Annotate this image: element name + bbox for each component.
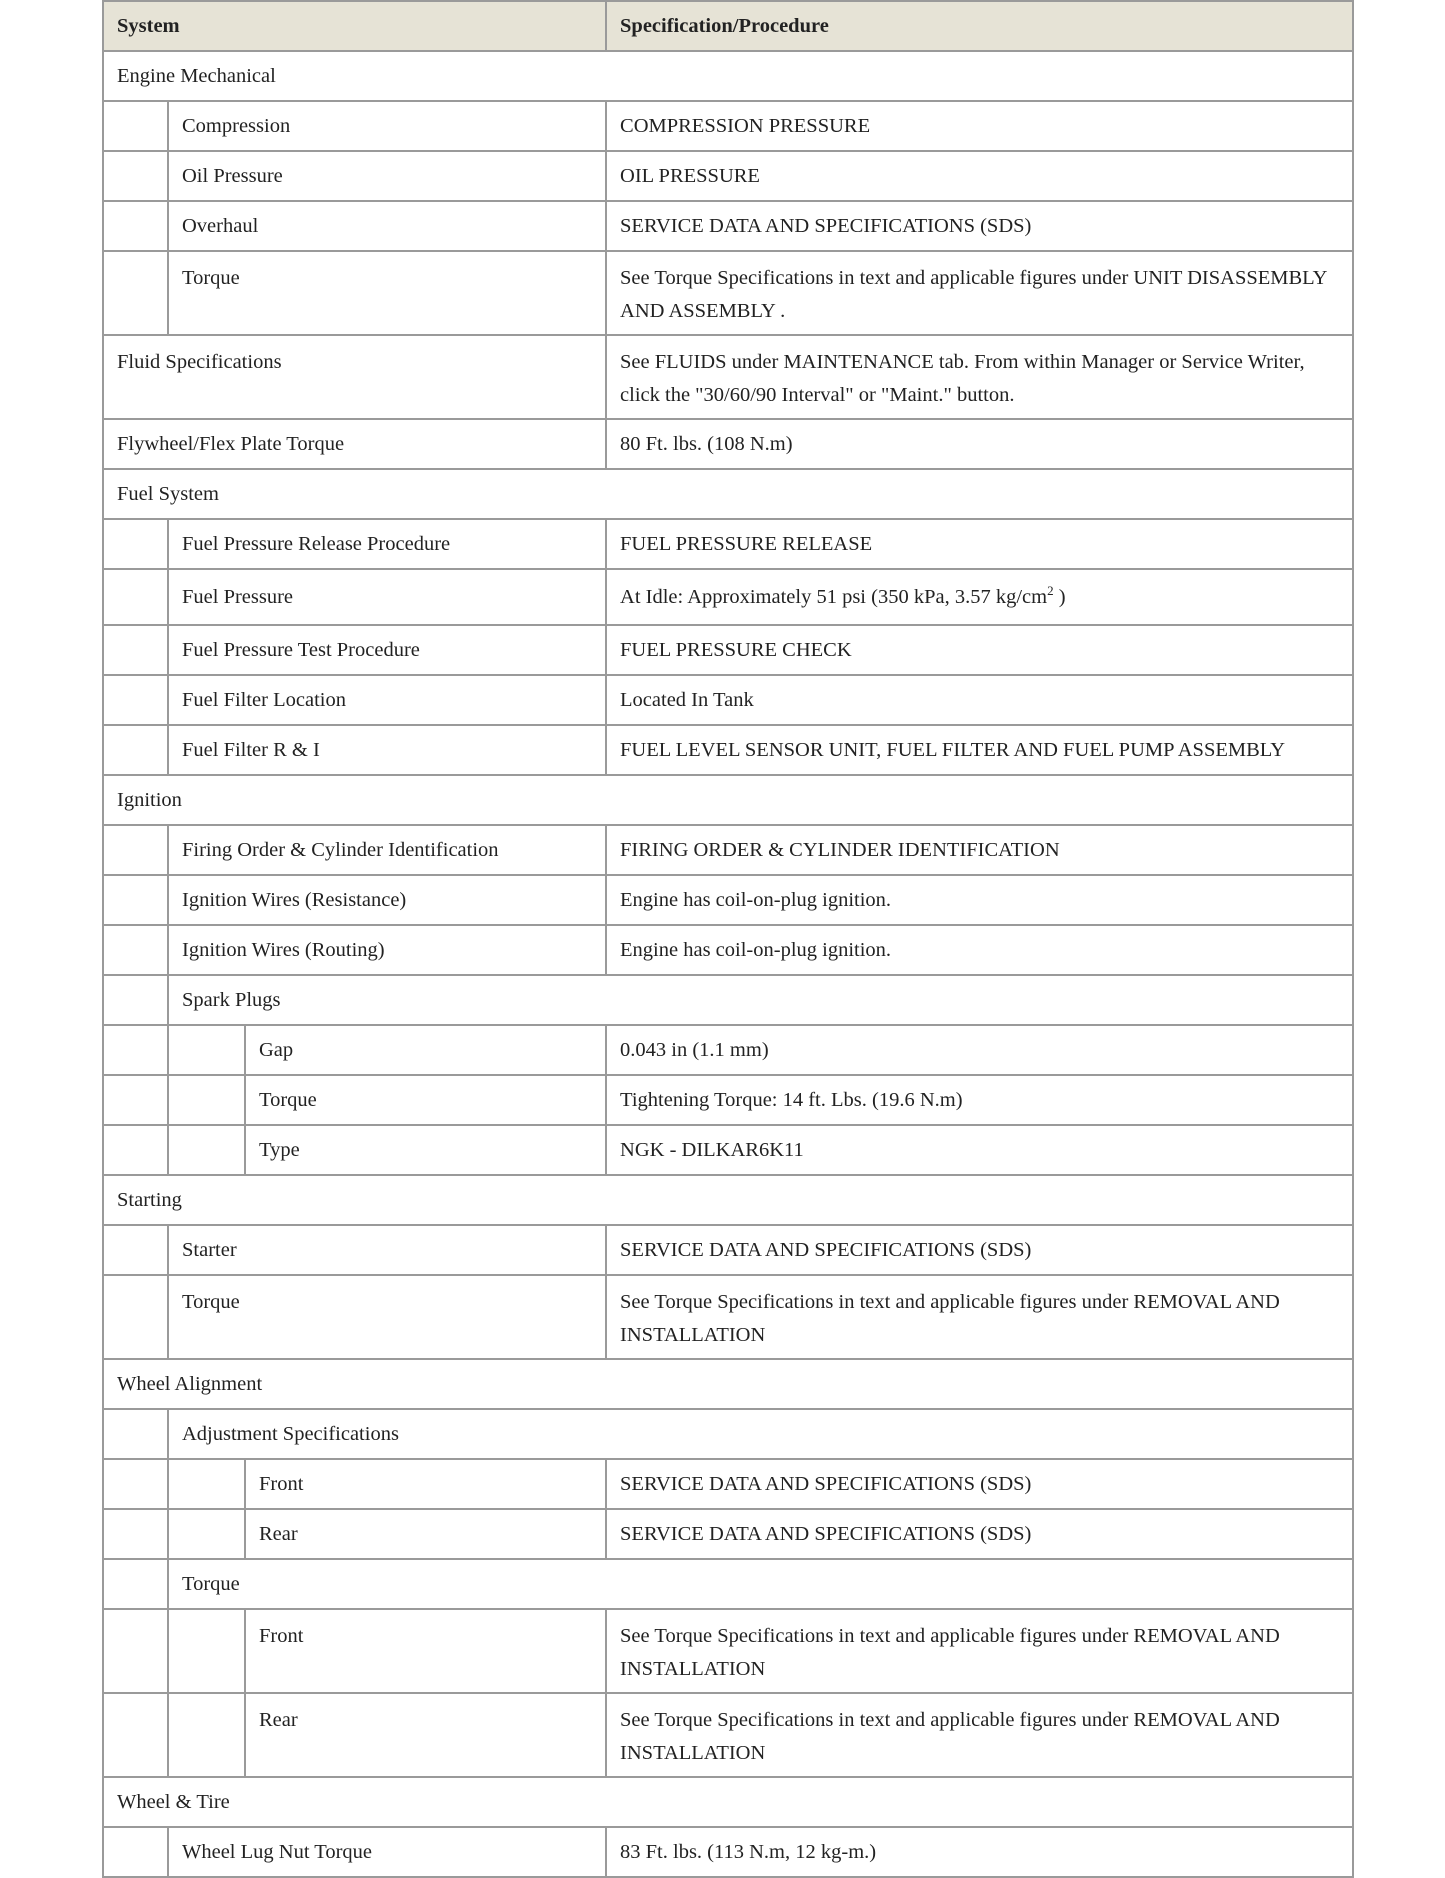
section-label: Starting (103, 1175, 1353, 1225)
spec-value-cell (606, 1225, 1353, 1275)
spec-value: FUEL PRESSURE CHECK (620, 638, 852, 661)
indent-cell (168, 1459, 245, 1509)
table-row (103, 201, 1353, 251)
table-row (103, 725, 1353, 775)
system-label: Fluid Specifications (103, 335, 606, 419)
indent-cell (103, 101, 168, 151)
spec-value: See FLUIDS under MAINTENANCE tab. From within Manager or Service Writer, click the "30/60/90 Interval" or "Maint." button. (620, 351, 1305, 406)
spec-value-cell (606, 419, 1353, 469)
indent-cell (103, 1559, 168, 1609)
table-row (103, 1075, 1353, 1125)
spec-value: SERVICE DATA AND SPECIFICATIONS (SDS) (620, 1472, 1032, 1495)
spec-value-cell (606, 201, 1353, 251)
section-label: Torque (168, 1559, 1353, 1609)
spec-value: FUEL PRESSURE RELEASE (620, 532, 873, 555)
spec-value-cell (606, 1509, 1353, 1559)
spec-value: FIRING ORDER & CYLINDER IDENTIFICATION (620, 838, 1060, 861)
spec-value: 80 Ft. lbs. (108 N.m) (620, 432, 793, 455)
system-label: Wheel Lug Nut Torque (168, 1827, 606, 1877)
table-row (103, 875, 1353, 925)
table-row (103, 1225, 1353, 1275)
spec-value-cell (606, 675, 1353, 725)
spec-value-cell (606, 335, 1353, 419)
superscript: 2 (1047, 582, 1054, 598)
system-label: Compression (168, 101, 606, 151)
indent-cell (103, 725, 168, 775)
table-row (103, 1609, 1353, 1693)
system-label: Front (245, 1609, 606, 1693)
specifications-table (102, 0, 1354, 1878)
section-row (103, 1777, 1353, 1827)
indent-cell (103, 975, 168, 1025)
spec-value-cell (606, 251, 1353, 335)
spec-value: See Torque Specifications in text and applicable figures under UNIT DISASSEMBLY AND ASSEMBLY . (620, 267, 1327, 322)
system-label: Type (245, 1125, 606, 1175)
system-label: Fuel Pressure Test Procedure (168, 625, 606, 675)
table-row (103, 1459, 1353, 1509)
spec-value: 83 Ft. lbs. (113 N.m, 12 kg-m.) (620, 1840, 877, 1863)
spec-value-cell (606, 1609, 1353, 1693)
table-row (103, 335, 1353, 419)
indent-cell (103, 519, 168, 569)
system-column-header: System (103, 1, 606, 51)
table-row (103, 101, 1353, 151)
spec-value-cell (606, 101, 1353, 151)
table-row (103, 251, 1353, 335)
spec-value: COMPRESSION PRESSURE (620, 114, 871, 137)
table-row (103, 675, 1353, 725)
system-label: Torque (168, 1275, 606, 1359)
section-row (103, 1409, 1353, 1459)
system-label: Fuel Filter R & I (168, 725, 606, 775)
indent-cell (103, 1125, 168, 1175)
system-label: Oil Pressure (168, 151, 606, 201)
table-row (103, 1275, 1353, 1359)
spec-value: Engine has coil-on-plug ignition. (620, 938, 892, 961)
indent-cell (168, 1125, 245, 1175)
indent-cell (168, 1693, 245, 1777)
table-row (103, 151, 1353, 201)
table-row (103, 925, 1353, 975)
spec-value: 0.043 in (1.1 mm) (620, 1038, 769, 1061)
table-row (103, 1125, 1353, 1175)
spec-value-cell (606, 1125, 1353, 1175)
section-label: Wheel Alignment (103, 1359, 1353, 1409)
system-label: Fuel Pressure Release Procedure (168, 519, 606, 569)
system-label: Gap (245, 1025, 606, 1075)
system-label: Ignition Wires (Resistance) (168, 875, 606, 925)
system-label: Ignition Wires (Routing) (168, 925, 606, 975)
section-row (103, 469, 1353, 519)
table-row (103, 1509, 1353, 1559)
section-row (103, 1559, 1353, 1609)
indent-cell (103, 1459, 168, 1509)
indent-cell (103, 675, 168, 725)
section-row (103, 975, 1353, 1025)
spec-value-cell (606, 1075, 1353, 1125)
table-row (103, 419, 1353, 469)
table-body (103, 51, 1353, 1877)
spec-value: SERVICE DATA AND SPECIFICATIONS (SDS) (620, 1238, 1032, 1261)
section-label: Spark Plugs (168, 975, 1353, 1025)
spec-column-header: Specification/Procedure (606, 1, 1353, 51)
indent-cell (103, 1225, 168, 1275)
spec-value: NGK - DILKAR6K11 (620, 1138, 804, 1161)
table-row (103, 625, 1353, 675)
indent-cell (103, 1275, 168, 1359)
spec-value-cell (606, 519, 1353, 569)
table-row (103, 519, 1353, 569)
section-label: Fuel System (103, 469, 1353, 519)
section-row (103, 1175, 1353, 1225)
system-label: Fuel Pressure (168, 569, 606, 625)
indent-cell (103, 1609, 168, 1693)
spec-value-cell (606, 875, 1353, 925)
indent-cell (168, 1075, 245, 1125)
system-label: Rear (245, 1693, 606, 1777)
indent-cell (103, 151, 168, 201)
table-row (103, 569, 1353, 625)
spec-value-suffix: ) (1053, 585, 1066, 608)
table-header-row (103, 1, 1353, 51)
section-row (103, 775, 1353, 825)
spec-value: OIL PRESSURE (620, 164, 760, 187)
indent-cell (103, 625, 168, 675)
spec-value: See Torque Specifications in text and applicable figures under REMOVAL AND INSTALLATION (620, 1291, 1280, 1346)
indent-cell (168, 1509, 245, 1559)
system-label: Front (245, 1459, 606, 1509)
section-label: Ignition (103, 775, 1353, 825)
indent-cell (168, 1609, 245, 1693)
spec-value: See Torque Specifications in text and applicable figures under REMOVAL AND INSTALLATION (620, 1709, 1280, 1764)
system-label: Torque (245, 1075, 606, 1125)
section-label: Adjustment Specifications (168, 1409, 1353, 1459)
system-label: Fuel Filter Location (168, 675, 606, 725)
indent-cell (103, 925, 168, 975)
spec-value: FUEL LEVEL SENSOR UNIT, FUEL FILTER AND FUEL PUMP ASSEMBLY (620, 738, 1286, 761)
spec-value-cell (606, 1025, 1353, 1075)
spec-value-cell (606, 725, 1353, 775)
table-row (103, 1025, 1353, 1075)
spec-value-cell (606, 1693, 1353, 1777)
system-label: Flywheel/Flex Plate Torque (103, 419, 606, 469)
indent-cell (103, 1509, 168, 1559)
spec-value: SERVICE DATA AND SPECIFICATIONS (SDS) (620, 1522, 1032, 1545)
spec-value-cell (606, 1459, 1353, 1509)
indent-cell (103, 251, 168, 335)
indent-cell (103, 825, 168, 875)
indent-cell (103, 1693, 168, 1777)
indent-cell (103, 201, 168, 251)
spec-value-cell (606, 151, 1353, 201)
indent-cell (103, 1025, 168, 1075)
section-row (103, 51, 1353, 101)
system-label: Overhaul (168, 201, 606, 251)
system-label: Firing Order & Cylinder Identification (168, 825, 606, 875)
spec-value: See Torque Specifications in text and applicable figures under REMOVAL AND INSTALLATION (620, 1625, 1280, 1680)
table-row (103, 1693, 1353, 1777)
spec-value: Tightening Torque: 14 ft. Lbs. (19.6 N.m) (620, 1088, 963, 1111)
spec-value-cell (606, 1275, 1353, 1359)
spec-value: At Idle: Approximately 51 psi (350 kPa, 3.57 kg/cm (620, 585, 1048, 608)
system-label: Rear (245, 1509, 606, 1559)
spec-value-cell (606, 569, 1353, 625)
indent-cell (103, 875, 168, 925)
spec-value-cell (606, 925, 1353, 975)
spec-value: Located In Tank (620, 688, 754, 711)
system-label: Starter (168, 1225, 606, 1275)
indent-cell (103, 1409, 168, 1459)
spec-value-cell (606, 625, 1353, 675)
section-label: Wheel & Tire (103, 1777, 1353, 1827)
spec-value: SERVICE DATA AND SPECIFICATIONS (SDS) (620, 214, 1032, 237)
indent-cell (103, 1075, 168, 1125)
indent-cell (168, 1025, 245, 1075)
indent-cell (103, 569, 168, 625)
spec-value: Engine has coil-on-plug ignition. (620, 888, 892, 911)
spec-value-cell (606, 825, 1353, 875)
section-row (103, 1359, 1353, 1409)
section-label: Engine Mechanical (103, 51, 1353, 101)
system-label: Torque (168, 251, 606, 335)
table-row (103, 825, 1353, 875)
